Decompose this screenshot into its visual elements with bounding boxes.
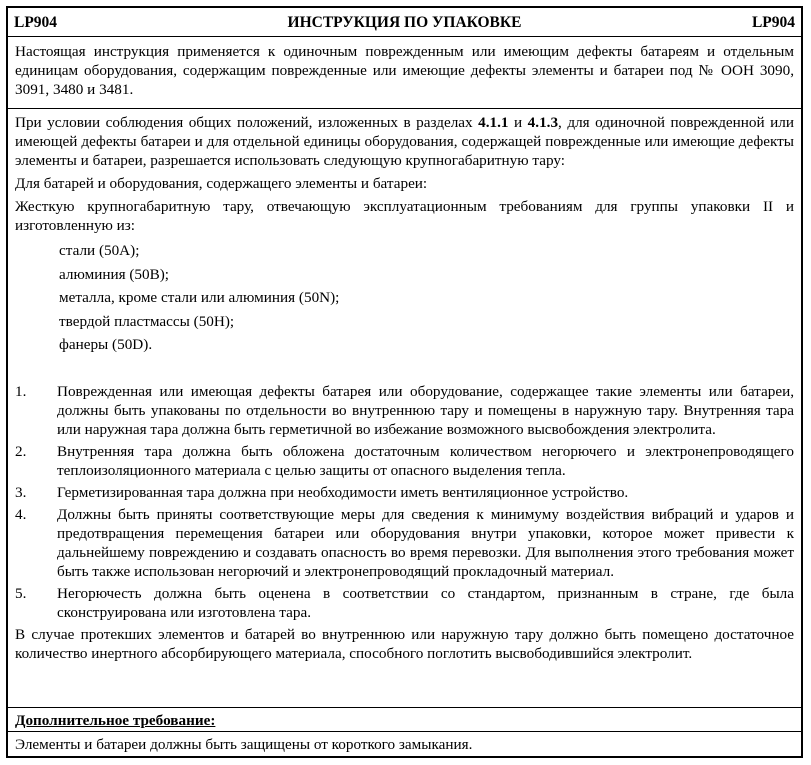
material-item: фанеры (50D). — [59, 336, 153, 353]
applicability-cell — [8, 37, 801, 109]
material-item: твердой пластмассы (50H); — [59, 312, 235, 330]
packing-instruction-table — [6, 6, 803, 758]
additional-text-cell — [8, 732, 801, 757]
material-item: стали (50A); — [59, 242, 140, 259]
for-batteries-text: Для батарей и оборудования, содержащего элементы и батареи: — [15, 175, 428, 192]
section-ref-4-1-1[interactable]: 4.1.1 — [478, 114, 509, 131]
requirement-item: 1. Поврежденная или имеющая дефекты батарея или оборудование, содержащее такие элементы или батареи, должны быть упакованы по отдельности во внутреннюю тару и помещены в наружную тару. Внутренняя тара или наружная тара должна быть герметичной во избежание возможного высвобождения электролита. — [15, 382, 794, 438]
requirements-list — [15, 382, 794, 622]
requirement-item: 4. Должны быть приняты соответствующие меры для сведения к минимуму воздействия вибраций и ударов и предотвращения перемещения батареи или оборудования внутри упаковки, которое может привести к дальнейшему повреждению и создавать опасность во время перевозки. Для выполнения этого требования может быть также использован негорючий и электронепроводящий прокладочный материал. — [15, 505, 794, 580]
applicability-text: Настоящая инструкция применяется к одиночным поврежденным или имеющим дефекты батареям и отдельным единицам оборудования, содержащим поврежденные или имеющие дефекты элементы и батареи под № ООН 3090, 3091, 3480 и 3481. — [15, 43, 794, 98]
instruction-header — [8, 8, 801, 37]
conditions-intro: При условии соблюдения общих положений, изложенных в разделах 4.1.1 и 4.1.3, для одиночной поврежденной или имеющей дефекты батареи и для отдельной единицы оборудования, содержащей поврежденные или имеющие дефекты элементы и батареи, разрешается использовать следующую крупногабаритную тару: — [15, 114, 794, 169]
additional-heading-cell — [8, 708, 801, 732]
materials-list — [15, 239, 794, 357]
additional-text: Элементы и батареи должны быть защищены от короткого замыкания. — [15, 736, 473, 753]
instruction-code-right: LP904 — [751, 13, 795, 31]
rigid-packaging-text: Жесткую крупногабаритную тару, отвечающую эксплуатационным требованиям для группы упаковки II и изготовленную из: — [15, 198, 794, 234]
section-ref-4-1-3[interactable]: 4.1.3 — [527, 114, 559, 131]
additional-heading: Дополнительное требование: — [15, 712, 216, 729]
conditions-cell — [8, 109, 801, 708]
instruction-title: ИНСТРУКЦИЯ ПО УПАКОВКЕ — [287, 13, 522, 31]
material-item: алюминия (50B); — [59, 265, 170, 283]
requirement-item: 5. Негорючесть должна быть оценена в соответствии со стандартом, признанным в стране, где была сконструирована или изготовлена тара. — [15, 584, 794, 621]
requirement-item: 2. Внутренняя тара должна быть обложена достаточным количеством негорючего и электронепроводящего теплоизоляционного материала с целью защиты от опасного выделения тепла. — [15, 442, 794, 479]
leak-note: В случае протекших элементов и батарей во внутреннюю или наружную тару должно быть помещено достаточное количество инертного абсорбирующего материала, способного поглотить высвободившийся электролит. — [15, 625, 794, 662]
requirement-item: 3. Герметизированная тара должна при необходимости иметь вентиляционное устройство. — [15, 483, 629, 501]
instruction-code-left: LP904 — [14, 13, 58, 31]
material-item: металла, кроме стали или алюминия (50N); — [59, 289, 340, 306]
